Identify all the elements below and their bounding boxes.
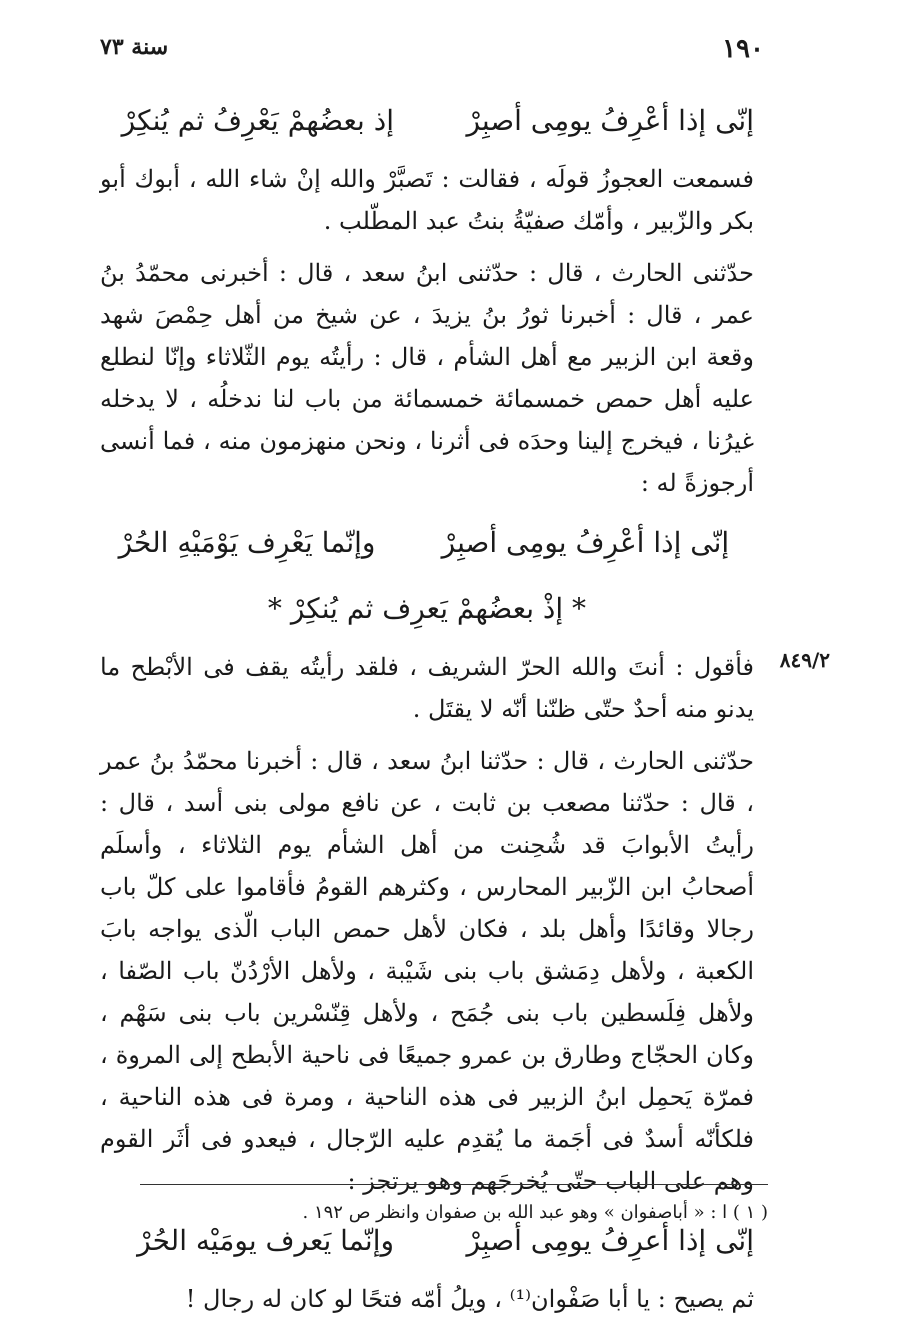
verse-hemistich-second: وإنّما يَعْرِف يَوْمَيْهِ الحُرْ: [118, 526, 376, 559]
verse-hemistich-second: إذ بعضُهمْ يَعْرِفُ ثم يُنكِرْ: [121, 104, 394, 137]
verse-hemistich-second: وإنّما يَعرف يومَيْه الحُرْ: [137, 1224, 394, 1257]
page-number: ١٩٠: [722, 34, 764, 64]
paragraph: فأقول : أنتَ والله الحرّ الشريف ، فلقد رأيتُه يقف فى الأبْطح ما يدنو منه أحدٌ حتّى ظنّنا أنّه لا يقتَل .: [100, 653, 754, 723]
paragraph: حدّثنى الحارث ، قال : حدّثنى ابنُ سعد ، قال : أخبرنى محمّدُ بنُ عمر ، قال : أخبرنا ثورُ بنُ يزيدَ ، عن شيخ من أهل حِمْصَ شهد وقعة ابن الزبير مع أهل الشأم ، قال : رأيتُه يوم الثّلاثاء وإنّا لنطلع عليه أهل حمص خمسمائة خمسمائة من باب لنا ندخلُه ، لا يدخله غيرُنا ، فيخرج إلينا وحدَه فى أثرنا ، ونحن منهزمون منه ، فما أنسى أرجوزةً له :: [100, 259, 754, 497]
paragraph: حدّثنى الحارث ، قال : حدّثنا ابنُ سعد ، قال : أخبرنا محمّدُ بنُ عمر ، قال : حدّثنا مصعب بن ثابت ، عن نافع مولى بنى أسد ، قال : رأيتُ الأبوابَ قد شُحِنت من أهل الشأم يوم الثلاثاء ، وأسلَم أصحابُ ابن الزّبير المحارس ، وكثرهم القومُ فأقاموا على كلّ باب رجالا وقائدًا وأهل بلد ، فكان لأهل حمص الباب الّذى يواجه بابَ الكعبة ، ولأهل دِمَشق باب بنى شَيْبة ، ولأهل الأرْدُنّ باب الصّفا ، ولأهل فِلَسطين باب بنى جُمَح ، ولأهل قِنّسْرين باب بنى سَهْم ، وكان الحجّاج وطارق بن عمرو جميعًا فى ناحية الأبطح إلى المروة ، فمرّة يَحمِل ابنُ الزبير فى هذه الناحية ، ومرة فى هذه الناحية ، فلكأنّه أسدٌ فى أجَمة ما يُقدِم عليه الرّجال ، فيعدو فى أثَر القوم وهم على الباب حتّى يُخرجَهم وهو يرتجز :: [100, 747, 755, 1195]
verse-line: [100, 514, 754, 572]
verse-line-centered: * إذْ بعضُهمْ يَعرِف ثم يُنكِرْ *: [267, 592, 587, 625]
footnote-divider: [140, 1184, 768, 1185]
paragraph: فسمعت العجوزُ قولَه ، فقالت : تَصبَّرْ والله إنْ شاء الله ، أبوك أبو بكر والزّبير ، وأمّك صفيّةُ بنتُ عبد المطّلب .: [100, 165, 754, 235]
verse-hemistich-first: إنّى إذا أعْرِفُ يومِى أصبِرْ: [441, 526, 730, 559]
verse-hemistich-first: إنّى إذا أعْرِفُ يومِى أصبِرْ: [466, 104, 754, 137]
verse-hemistich-first: إنّى إذا أعرِفُ يومِى أصبِرْ: [466, 1224, 754, 1257]
paragraph: ثم يصيح : يا أبا صَفْوان⁽¹⁾ ، ويلُ أمّه فتحًا لو كان له رجال !: [185, 1285, 754, 1313]
running-header-year: سنة ٧٣: [100, 34, 169, 60]
main-text: [100, 88, 754, 1330]
verse-line: [100, 92, 754, 150]
footnote: ( ١ ) ا : « أباصفوان » وهو عبد الله بن صفوان وانظر ص ١٩٢ .: [302, 1202, 768, 1223]
margin-reference: ٨٤٩/٢: [779, 648, 830, 672]
